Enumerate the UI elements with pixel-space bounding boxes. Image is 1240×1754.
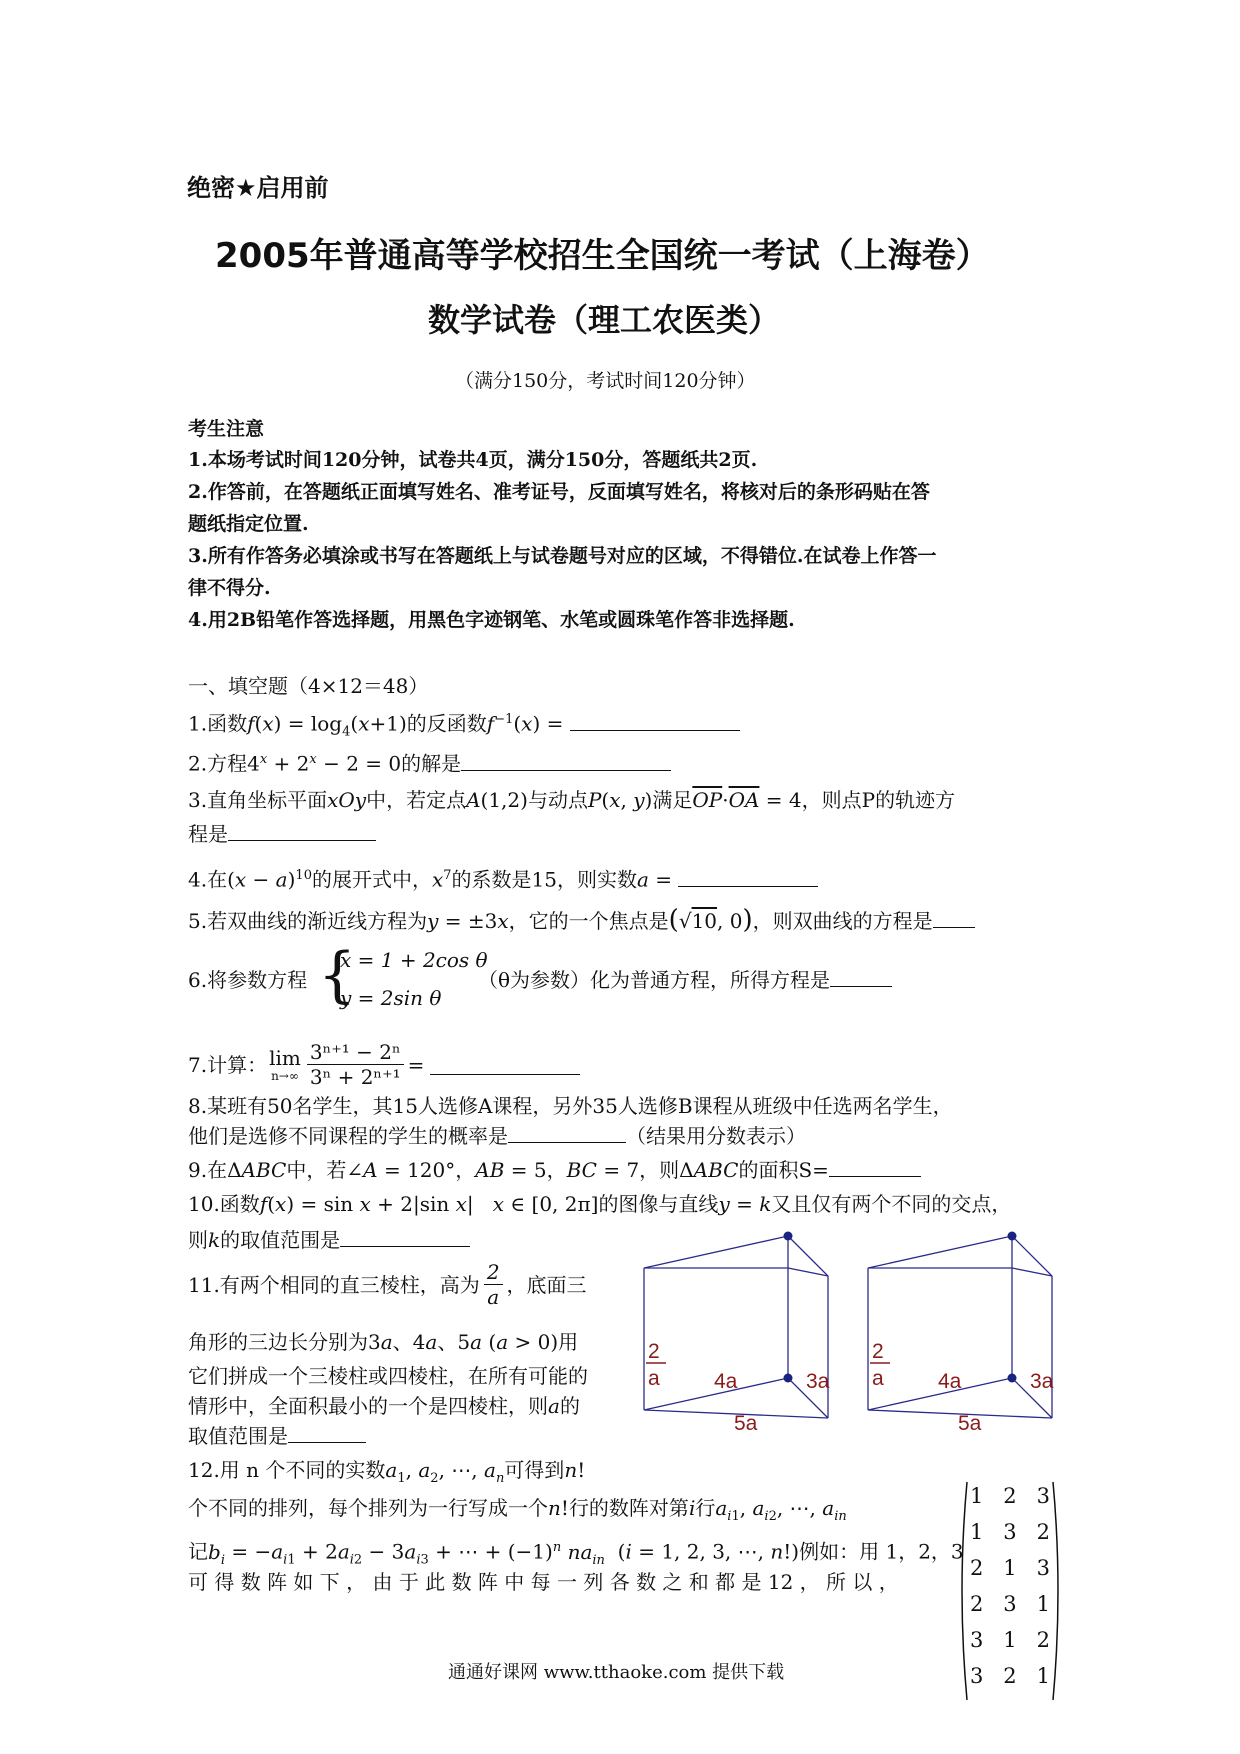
side-5a-label: 5a [958,1412,982,1435]
question-12-line1: 12.用 n 个不同的实数$a_1$, $a_2$, ⋯, $a_n$可得到n! [188,1458,586,1486]
side-4a-label: 4a [714,1370,738,1393]
question-10-line2: 则k的取值范围是 [188,1226,470,1254]
q4-mid1: 的展开式中， [311,867,432,892]
question-11-line1: 11.有两个相同的直三棱柱，高为 $\frac{2}{a}$ ，底面三 [188,1260,587,1309]
q11-line2: 角形的三边长分别为 [188,1330,368,1354]
question-1: 1.函数$f(x) = \log_4(x+1)$的反函数$f^{-1}(x)$ = [188,706,740,747]
matrix-cell: 3 [1003,1592,1017,1616]
q5-suffix: ，则双曲线的方程是 [752,909,933,933]
q3-mid2: 与动点 [527,788,588,812]
notice-item: 律不得分. [188,577,271,599]
question-6 [188,966,307,994]
notice-item: 3.所有作答务必填涂或书写在答题纸上与试卷题号对应的区域，不得错位.在试卷上作答一 [188,545,937,567]
q8-line2: 他们是选修不同课程的学生的概率是 [188,1124,508,1148]
q5-prefix: 5.若双曲线的渐近线方程为 [188,909,428,933]
q10-line2b: 的取值范围是 [220,1228,341,1252]
prism-figure-right [862,1228,1072,1438]
q4-mid2: 的系数是15，则实数 [451,867,637,892]
q11-line4b: 的 [559,1394,580,1418]
q5-mid: ，它的一个焦点是 [508,909,669,933]
q11-line2b: 用 [558,1330,579,1354]
q3-mid1: 中，若定点 [366,788,467,812]
q6-prefix: 6.将参数方程 [188,968,308,992]
question-11-line5 [188,1422,366,1450]
q7-lim: lim [269,1045,301,1070]
q10-mid: 的图像与直线 [598,1192,719,1216]
height-numerator-label: 2 [648,1340,660,1363]
matrix-cell: 1 [1003,1628,1017,1652]
answer-blank[interactable] [570,710,740,731]
matrix-cell: 2 [1003,1484,1017,1508]
q8-suffix: （结果用分数表示） [626,1124,806,1148]
q3-line2: 程是 [188,822,228,846]
q3-prefix: 3.直角坐标平面 [188,788,328,812]
matrix-row [960,1556,1060,1580]
q3-mid3: 满足 [652,788,693,812]
answer-blank[interactable] [288,1422,366,1443]
matrix-cell: 1 [969,1484,984,1508]
q11-line5: 取值范围是 [188,1424,288,1448]
question-7: 7.计算： lim n→∞ $\frac{\text{3ⁿ⁺¹ − 2ⁿ}}{\text{3ⁿ + 2ⁿ⁺¹}}$ = [188,1040,580,1089]
notice-item: 2.作答前，在答题纸正面填写姓名、准考证号，反面填写姓名，将核对后的条形码贴在答 [188,481,930,503]
question-3-line2 [188,820,376,848]
q10-suffix: 又且仅有两个不同的交点， [771,1192,1012,1216]
matrix-row [960,1664,1060,1688]
matrix-row [960,1628,1060,1652]
q12-line2b: 行的数阵对第 [568,1496,689,1520]
notice-item: 题纸指定位置. [188,513,309,535]
q7-prefix: 7.计算： [188,1052,268,1077]
q11-line1: 11.有两个相同的直三棱柱，高为 [188,1272,480,1297]
question-3: 3.直角坐标平面xOy中，若定点A(1,2)与动点P(x, y)满足$\overline{OP}\cdot\overline{OA} = 4$，则点P的轨迹方 [188,788,956,812]
question-10: 10.函数f(x) = sin x + 2|sin x| x ∈ [0, 2π]的图像与直线y = k又且仅有两个不同的交点， [188,1192,1012,1216]
answer-blank[interactable] [933,907,975,928]
answer-blank[interactable] [830,966,892,987]
matrix-row [960,1592,1060,1616]
q1-mid: 的反函数 [406,711,487,736]
question-6-suffix [478,966,892,994]
question-11-line3: 它们拼成一个三棱柱或四棱柱，在所有可能的 [188,1364,588,1388]
answer-blank[interactable] [678,866,818,887]
q9-mid2: ， [455,1158,476,1182]
matrix-cell: 2 [1003,1664,1017,1688]
matrix-cell: 2 [969,1556,984,1580]
section-heading: 一、填空题（4×12＝48） [188,674,429,698]
footer-text: 通通好课网 www.tthaoke.com 提供下载 [448,1662,785,1683]
matrix-cell: 1 [969,1520,984,1544]
q7-lim-sub: n→∞ [271,1068,299,1083]
q9-mid1: 中，若 [286,1158,347,1182]
matrix-cell: 3 [1003,1520,1017,1544]
q9-suffix: 的面积S= [738,1158,829,1182]
q3-suffix: ，则点P的轨迹方 [801,788,956,812]
q12-line1: 12.用 n 个不同的实数 [188,1458,386,1482]
q12-line1b: 可得到 [504,1458,565,1482]
q12-line2: 个不同的排列，每个排列为一行写成一个 [188,1496,548,1520]
height-denominator-label: a [648,1367,660,1390]
question-9: 9.在ΔABC中，若∠A = 120°，AB = 5，BC = 7，则ΔABC的面积S= [188,1156,921,1184]
q11-line4: 情形中，全面积最小的一个是四棱柱，则 [188,1394,548,1418]
q10-prefix: 10.函数 [188,1192,260,1216]
q9-mid4: ，则 [639,1158,680,1182]
answer-blank[interactable] [508,1122,626,1143]
q7-numerator: 3ⁿ⁺¹ − 2ⁿ [307,1040,404,1065]
matrix-cell: 1 [1036,1664,1050,1688]
matrix-cell: 3 [969,1628,984,1652]
question-12-line2: 个不同的排列，每个排列为一行写成一个n!行的数阵对第i行$a_{i1}$, $a_{i2}$, ⋯, $a_{in}$ [188,1496,847,1524]
side-3a-label: 3a [1030,1370,1054,1393]
matrix-cell: 1 [1003,1556,1017,1580]
permutation-matrix [955,1478,1065,1704]
q10-line2: 则 [188,1228,208,1252]
q6-eq2: y = 2sin θ [340,986,442,1010]
matrix-cell: 3 [1036,1484,1050,1508]
question-2: 2.方程$4^x + 2^x - 2 = 0$的解是 [188,746,671,778]
exam-subtitle: 数学试卷（理工农医类） [428,301,781,339]
matrix-row [960,1484,1060,1508]
q1-prefix: 1.函数 [188,711,248,736]
prism-figure-left [638,1228,848,1438]
q7-denominator: 3ⁿ + 2ⁿ⁺¹ [309,1065,401,1089]
q11-line1b: ，底面三 [506,1272,587,1297]
q12-line3: 记 [188,1539,208,1564]
answer-blank[interactable] [461,750,671,771]
question-4: 4.在$(x - a)^{10}$的展开式中，$x^7$的系数是15，则实数a = [188,862,818,894]
answer-blank[interactable] [228,820,376,841]
side-4a-label: 4a [938,1370,962,1393]
matrix-cell: 2 [1036,1628,1050,1652]
matrix-cell: 2 [969,1592,984,1616]
question-12-line3: 记$b_i = -a_{i1} + 2a_{i2} - 3a_{i3}$ + ⋯ + $(-1)^n$ $na_{in}$ (i = 1, 2, 3, ⋯, n!)例如：用 1，2，3 [188,1539,964,1568]
q9-prefix: 9.在 [188,1158,228,1182]
matrix-cell: 1 [1036,1592,1050,1616]
q6-suffix: （θ为参数）化为普通方程，所得方程是 [478,968,831,992]
question-11-line2: 角形的三边长分别为3a、4a、5a (a > 0)用 [188,1330,579,1354]
matrix-cell: 2 [1036,1520,1050,1544]
height-denominator-label: a [872,1367,884,1390]
answer-blank[interactable] [829,1156,921,1177]
q2-prefix: 2.方程 [188,751,248,776]
q2-suffix: 的解是 [401,751,462,776]
score-info: （满分150分，考试时间120分钟） [455,370,756,392]
question-8-line2 [188,1122,806,1150]
notice-item: 4.用2B铅笔作答选择题，用黑色字迹钢笔、水笔或圆珠笔作答非选择题. [188,609,795,631]
notice-heading: 考生注意 [188,418,265,440]
matrix-row [960,1520,1060,1544]
side-3a-label: 3a [806,1370,830,1393]
q12-line2c: 行 [695,1496,716,1520]
matrix-cell: 3 [1036,1556,1050,1580]
question-12-line4: 可 得 数 阵 如 下 ， 由 于 此 数 阵 中 每 一 列 各 数 之 和 都 是 12 ， 所 以 ， [188,1570,899,1594]
question-5: 5.若双曲线的渐近线方程为y = ±3x，它的一个焦点是(√10, 0)，则双曲线的方程是 [188,906,975,935]
answer-blank[interactable] [340,1226,470,1247]
notice-item: 1.本场考试时间120分钟，试卷共4页，满分150分，答题纸共2页. [188,449,758,471]
secret-label: 绝密★启用前 [187,174,329,202]
answer-blank[interactable] [430,1054,580,1075]
matrix-cell: 3 [969,1664,984,1688]
q9-mid3: ， [546,1158,567,1182]
side-5a-label: 5a [734,1412,758,1435]
question-8-line1: 8.某班有50名学生，其15人选修A课程，另外35人选修B课程从班级中任选两名学生， [188,1094,953,1118]
q6-eq1: x = 1 + 2cos θ [340,948,488,972]
exam-title: 2005年普通高等学校招生全国统一考试（上海卷） [215,236,990,276]
q6-brace: { [318,940,357,1010]
q12-line3b: 例如：用 1，2，3 [799,1539,964,1564]
question-11-line4: 情形中，全面积最小的一个是四棱柱，则a的 [188,1394,580,1418]
q4-prefix: 4.在 [188,867,228,892]
height-numerator-label: 2 [872,1340,884,1363]
